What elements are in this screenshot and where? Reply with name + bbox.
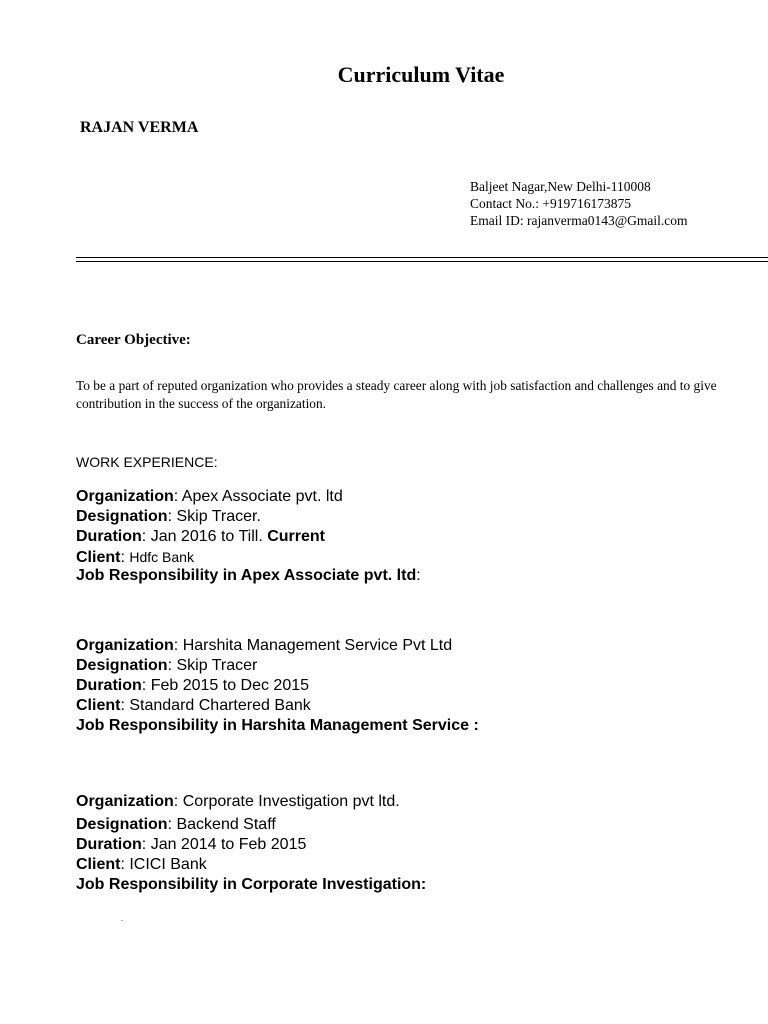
duration-value: Feb 2015 to Dec 2015 [150, 677, 310, 694]
client-row: Client: Hdfc Bank [76, 549, 194, 566]
organization-value: Corporate Investigation pvt ltd. [182, 793, 400, 810]
career-objective-text: To be a part of reputed organization who provides a steady career along with job satisfaction and challenges and to give contribution in the success of the organization. [76, 378, 717, 411]
designation-value: Skip Tracer [176, 657, 258, 674]
work-experience-heading: WORK EXPERIENCE: [76, 454, 218, 470]
job-entry-corporate [76, 792, 426, 895]
designation-row: Designation: Skip Tracer. [76, 508, 261, 525]
client-value: Hdfc Bank [129, 549, 194, 565]
responsibility-heading: Job Responsibility in Apex Associate pvt. ltd: [76, 567, 421, 584]
trailing-dot: . [121, 914, 123, 923]
client-value: Standard Chartered Bank [129, 697, 311, 714]
designation-value: Skip Tracer. [176, 508, 261, 525]
duration-value: Jan 2014 to Feb 2015 [150, 836, 307, 853]
header-divider-bottom [76, 261, 768, 262]
document-title: Curriculum Vitae [337, 62, 505, 87]
client-value: ICICI Bank [129, 856, 207, 873]
address-line: Baljeet Nagar,New Delhi-110008 [470, 179, 651, 194]
duration-current-note: Current [267, 528, 325, 545]
responsibility-heading: Job Responsibility in Corporate Investigation: [76, 876, 427, 893]
organization-row: Organization: Apex Associate pvt. ltd [76, 488, 343, 505]
candidate-name: RAJAN VERMA [80, 119, 199, 136]
client-row: Client: Standard Chartered Bank [76, 697, 311, 714]
header-divider-top [76, 257, 768, 258]
organization-value: Apex Associate pvt. ltd [181, 488, 343, 505]
job-entry-harshita [76, 636, 479, 736]
organization-row: Organization: Corporate Investigation pvt ltd. [76, 793, 400, 810]
career-objective-heading: Career Objective: [76, 332, 191, 348]
contact-block [470, 178, 688, 229]
designation-row: Designation: Skip Tracer [76, 657, 258, 674]
designation-row: Designation: Backend Staff [76, 816, 276, 833]
organization-value: Harshita Management Service Pvt Ltd [182, 637, 453, 654]
duration-value: Jan 2016 to Till. [150, 528, 263, 545]
designation-value: Backend Staff [176, 816, 276, 833]
job-entry-apex [76, 487, 421, 586]
duration-row: Duration: Feb 2015 to Dec 2015 [76, 677, 310, 694]
organization-row: Organization: Harshita Management Service Pvt Ltd [76, 637, 453, 654]
duration-row: Duration: Jan 2014 to Feb 2015 [76, 836, 307, 853]
phone-line: Contact No.: +919716173875 [470, 196, 631, 211]
client-row: Client: ICICI Bank [76, 856, 207, 873]
duration-row: Duration: Jan 2016 to Till. Current [76, 528, 325, 545]
responsibility-heading: Job Responsibility in Harshita Management Service : [76, 717, 479, 734]
email-line: Email ID: rajanverma0143@Gmail.com [470, 213, 688, 228]
